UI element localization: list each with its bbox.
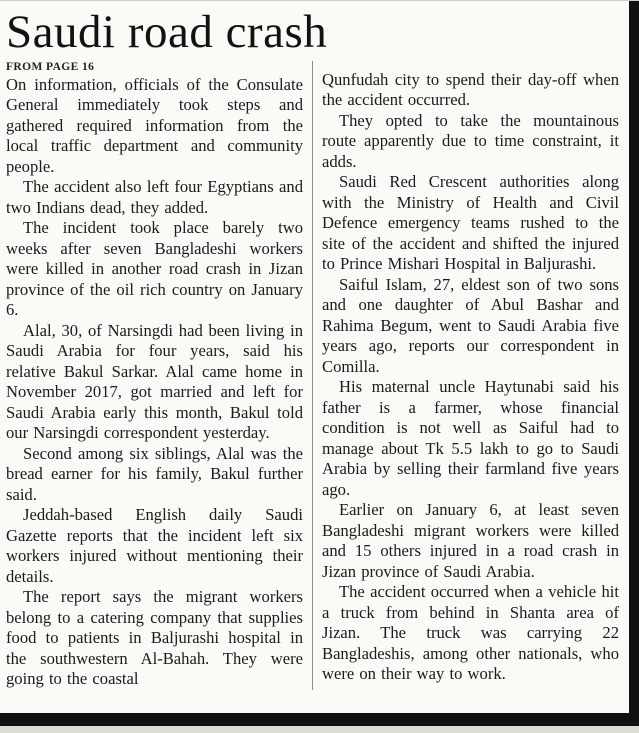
article-paragraph: His maternal uncle Haytunabi said his father is a farmer, whose financial condition is not well as Saiful had to manage about Tk 5.5 lakh to go to Saudi Arabia by selling their farmland five years ago. [322,377,619,499]
article-paragraph: Saudi Red Crescent authorities along with the Ministry of Health and Civil Defence emergency teams rushed to the site of the accident and shifted the injured to Prince Mishari Hospital in Baljurashi. [322,172,619,274]
page-edge-bar-bottom [0,713,639,726]
article-paragraph: Saiful Islam, 27, eldest son of two sons and one daughter of Abul Bashar and Rahima Begum, went to Saudi Arabia five years ago, reports our correspondent in Comilla. [322,274,619,376]
article-column-right [313,61,619,690]
article-paragraph: The accident also left four Egyptians and two Indians dead, they added. [6,177,303,217]
article-column-left [6,61,312,690]
article-content [0,3,627,711]
article-paragraph: Jeddah-based English daily Saudi Gazette reports that the incident left six workers injured without mentioning their details. [6,505,303,586]
page-bottom-margin [0,726,639,733]
article-title: Saudi road crash [6,6,328,58]
article-columns [6,61,619,690]
continued-from-label: FROM PAGE 16 [6,60,95,73]
article-paragraph: The accident occurred when a vehicle hit a truck from behind in Shanta area of Jizan. The truck was carrying 22 Bangladeshis, among other nationals, who were on their way to work. [322,582,619,684]
article-paragraph: The report says the migrant workers belong to a catering company that supplies food to patients in Baljurashi hospital in the southwestern Al-Bahah. They were going to the coastal [6,587,303,689]
article-paragraph: Alal, 30, of Narsingdi had been living in Saudi Arabia for four years, said his relative Bakul Sarkar. Alal came home in November 2017, got married and left for Saudi Arabia early this month, Bakul told our Narsingdi correspondent yesterday. [6,320,303,443]
page-edge-bar-right [629,1,639,733]
article-paragraph: Second among six siblings, Alal was the bread earner for his family, Bakul further said. [6,443,303,504]
article-paragraph: On information, officials of the Consulate General immediately took steps and gathered required information from the local traffic department and community people. [6,74,303,176]
article-paragraph: Earlier on January 6, at least seven Bangladeshi migrant workers were killed and 15 others injured in a road crash in Jizan province of Saudi Arabia. [322,500,619,581]
article-paragraph: Qunfudah city to spend their day-off when the accident occurred. [322,69,619,110]
article-paragraph: The incident took place barely two weeks after seven Bangladeshi workers were killed in another road crash in Jizan province of the oil rich country on January 6. [6,218,303,320]
article-paragraph: They opted to take the mountainous route apparently due to time constraint, it adds. [322,110,619,171]
